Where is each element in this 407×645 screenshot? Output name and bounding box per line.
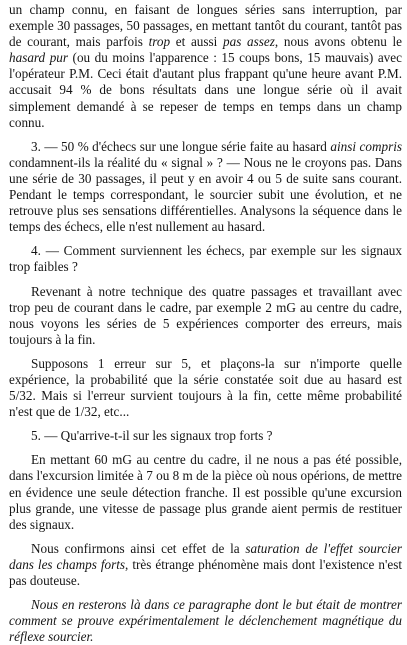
paragraph-8 — [9, 541, 402, 589]
text-run: 4. — Comment surviennent les échecs, par exemple sur les signaux trop faibles ? — [9, 243, 402, 275]
text-run: Supposons 1 erreur sur 5, et plaçons-la sur n'importe quelle expérience, la probabilité que la série constatée soit due au hasard est 5/32. Mais si l'erreur survient toujours à la fin, cette même probabilité n'est que de 1/32, etc... — [9, 355, 402, 420]
text-run: Revenant à notre technique des quatre passages et travaillant avec trop peu de courant dans le cadre, par exemple 2 mG au centre du cadre, nous voyons les séries de 5 expériences comporter des erreurs, mais toujours à la fin. — [9, 283, 402, 347]
paragraph-6 — [9, 428, 402, 444]
text-run: (ou du moins l'apparence : 15 coups bons, 15 mauvais) avec l'opérateur P.M. Ceci était d'autant plus frappant qu'une heure avant P.M. accusait 94 % de bons résultats dans une longue série où il avait simplement demandé à se repeser de temps en temps dans un champ connu. — [9, 50, 402, 130]
text-run: condamnent-ils la réalité du « signal » ? — Nous ne le croyons pas. Dans une série de 30 passages, il peut y en avoir 4 ou 5 de suite sans courant. Pendant le temps correspondant, le sourcier subit une évolution, et ne retrouve plus ses sensations différentielles. Analysons la séquence dans le temps des échecs, elle n'est nullement au hasard. — [9, 154, 402, 235]
paragraph-3 — [9, 243, 402, 275]
paragraph-9 — [9, 597, 402, 645]
text-run: Nous confirmons ainsi cet effet de la — [31, 540, 246, 556]
text-run: , nous avons obtenu le — [274, 34, 402, 50]
paragraph-7 — [9, 452, 402, 532]
paragraph-5 — [9, 356, 402, 420]
text-run: un champ connu, en faisant de longues séries sans interruption, par exemple 30 passages, 50 passages, en mettant tantôt du courant, tantôt pas de courant, mais parfois — [9, 2, 402, 50]
paragraph-2 — [9, 139, 402, 236]
paragraph-4 — [9, 284, 402, 348]
italic-run: pas assez — [223, 34, 275, 50]
paragraph-1 — [9, 2, 402, 131]
italic-run: saturation de l'effet sourcier dans les champs forts — [9, 540, 402, 572]
italic-run: ainsi compris — [330, 138, 402, 154]
text-run: 3. — 50 % d'échecs sur une longue série faite au hasard — [31, 138, 331, 154]
italic-run: hasard pur — [9, 50, 69, 66]
text-run: et aussi — [170, 34, 224, 50]
italic-run: Nous en resterons là dans ce paragraphe dont le but était de montrer comment se prouve expérimentalement le déclenchement magnétique du réflexe sourcier. — [9, 597, 402, 645]
text-run: En mettant 60 mG au centre du cadre, il ne nous a pas été possible, dans l'excursion limitée à 7 ou 8 m de la pièce où nous opérions, de mettre en évidence une seule détection franche. Il est possible qu'une excursion plus grande, une vitesse de passage plus grande aient permis de restituer des signaux. — [9, 452, 402, 532]
text-run: , très étrange phénomène mais dont l'existence n'est pas douteuse. — [9, 556, 402, 588]
text-run: 5. — Qu'arrive-t-il sur les signaux trop forts ? — [31, 428, 273, 444]
italic-run: trop — [148, 34, 171, 50]
